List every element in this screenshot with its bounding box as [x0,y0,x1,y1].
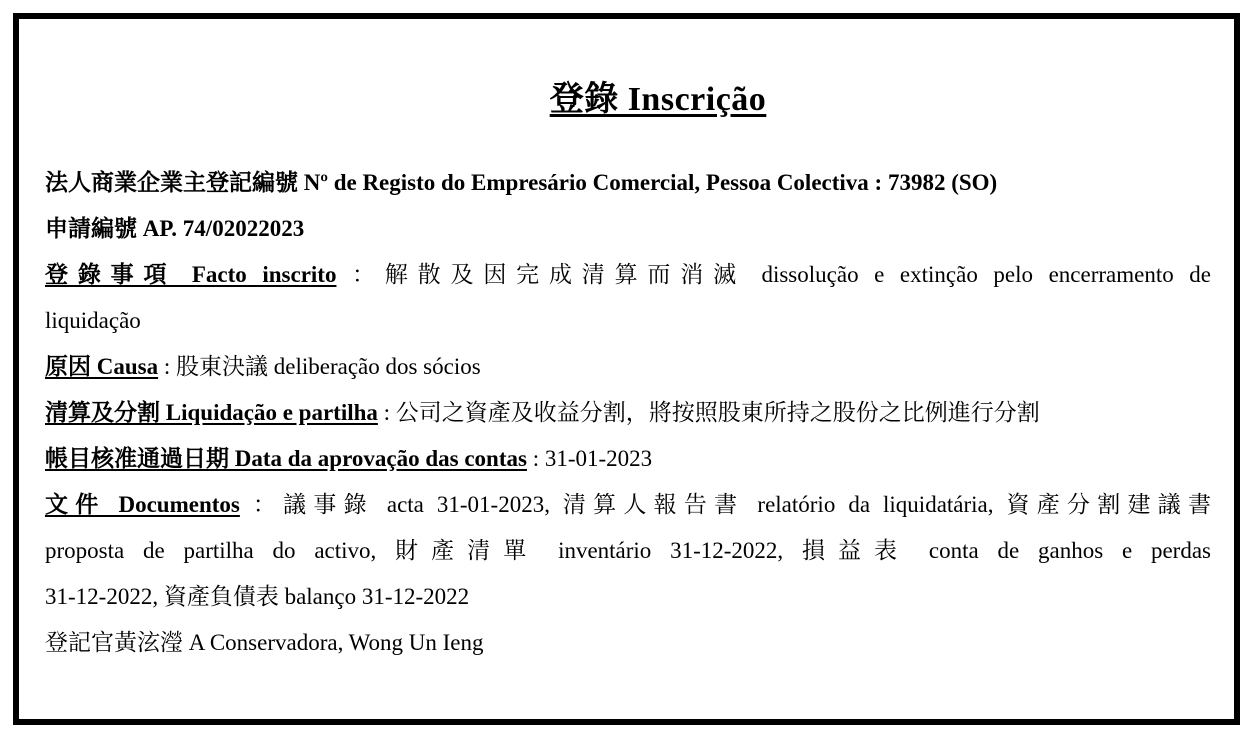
document-title: 登錄 Inscrição [549,81,767,118]
causa-label: 原因 Causa [45,354,159,379]
documentos-continuation-2: 31-12-2022, 資產負債表 balanço 31-12-2022 [45,584,470,609]
documentos-continuation-1: proposta de partilha do activo, 財產清單 inventário 31-12-2022, 損益表 conta de ganhos e perdas [45,538,1211,563]
contas-value: : 31-01-2023 [526,446,653,471]
facto-inscrito-continuation: liquidação [45,308,141,333]
liquidacao-line [45,390,1211,436]
facto-inscrito-line [45,252,1211,298]
application-number-line: 申請編號 AP. 74/02022023 [45,216,305,241]
liquidacao-label: 清算及分割 Liquidação e partilha [45,400,378,425]
contas-line [45,436,1211,482]
conservadora-line: 登記官黃泫瀅 A Conservadora, Wong Un Ieng [45,630,484,655]
document-frame [13,13,1240,725]
contas-label: 帳目核准通過日期 Data da aprovação das contas [45,446,527,471]
documentos-label: 文件 Documentos [45,492,240,517]
documentos-value: ：議事錄 acta 31-01-2023, 清算人報告書 relatório da liquidatária, 資產分割建議書 [239,492,1211,517]
causa-value: : 股東決議 deliberação dos sócios [158,354,481,379]
documentos-line [45,482,1211,528]
document-body [45,71,1211,666]
registry-number-line: 法人商業企業主登記編號 Nº de Registo do Empresário Comercial, Pessoa Colectiva : 73982 (SO) [45,170,998,195]
facto-inscrito-value: ：解散及因完成清算而消滅 dissolução e extinção pelo encerramento de [336,262,1211,287]
liquidacao-value: : 公司之資產及收益分割，將按照股東所持之股份之比例進行分割 [377,400,1040,425]
causa-line [45,344,1211,390]
facto-inscrito-label: 登錄事項 Facto inscrito [45,262,337,287]
